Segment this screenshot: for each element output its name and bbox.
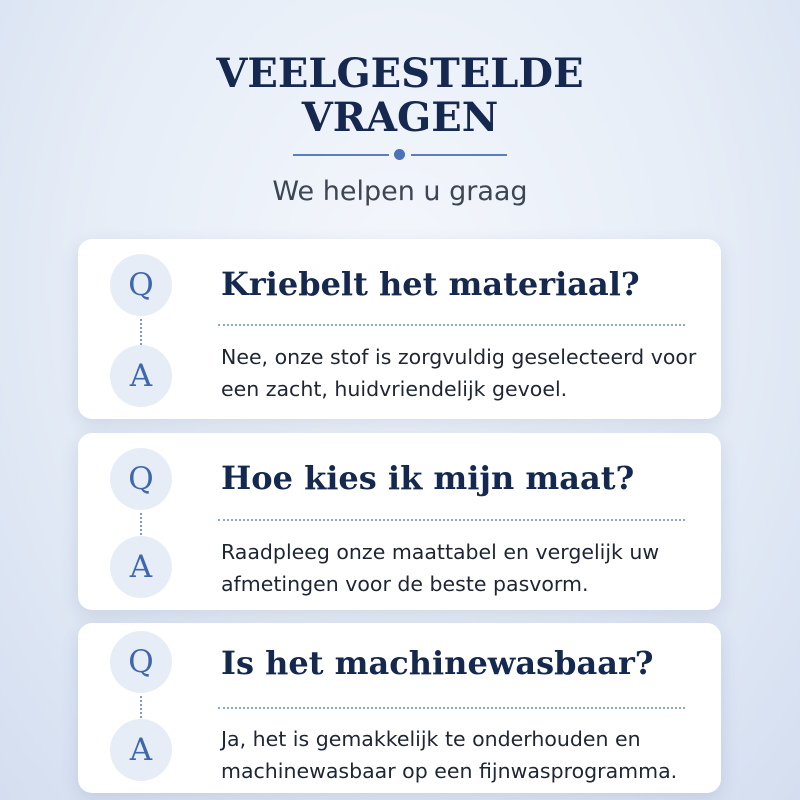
answer-badge: A	[110, 345, 172, 407]
faq-question: Kriebelt het materiaal?	[221, 265, 640, 303]
faq-answer: Nee, onze stof is zorgvuldig geselecteerd voor een zacht, huidvriendelijk gevoel.	[221, 345, 697, 401]
title-line-2: VRAGEN	[301, 94, 499, 141]
faq-separator	[218, 324, 685, 326]
faq-separator	[218, 519, 685, 521]
faq-card-2	[78, 433, 721, 610]
faq-answer: Raadpleeg onze maattabel en vergelijk uw afmetingen voor de beste pasvorm.	[221, 540, 660, 596]
title-line-1: VEELGESTELDE	[216, 50, 584, 97]
question-badge: Q	[110, 254, 172, 316]
divider-line-left	[293, 154, 389, 156]
page-subtitle: We helpen u graag	[272, 176, 528, 207]
header	[0, 52, 800, 207]
faq-card-3	[78, 623, 721, 793]
faq-card-1	[78, 239, 721, 419]
title-divider	[293, 148, 507, 162]
faq-separator	[218, 707, 685, 709]
faq-question: Is het machinewasbaar?	[221, 644, 654, 682]
faq-answer: Ja, het is gemakkelijk te onderhouden en machinewasbaar op een fijnwasprogramma.	[221, 727, 678, 783]
question-badge: Q	[110, 448, 172, 510]
answer-badge: A	[110, 536, 172, 598]
answer-badge: A	[110, 719, 172, 781]
divider-dot	[394, 149, 405, 160]
divider-line-right	[411, 154, 507, 156]
faq-question: Hoe kies ik mijn maat?	[221, 459, 635, 497]
page-title	[0, 52, 800, 140]
question-badge: Q	[110, 631, 172, 693]
